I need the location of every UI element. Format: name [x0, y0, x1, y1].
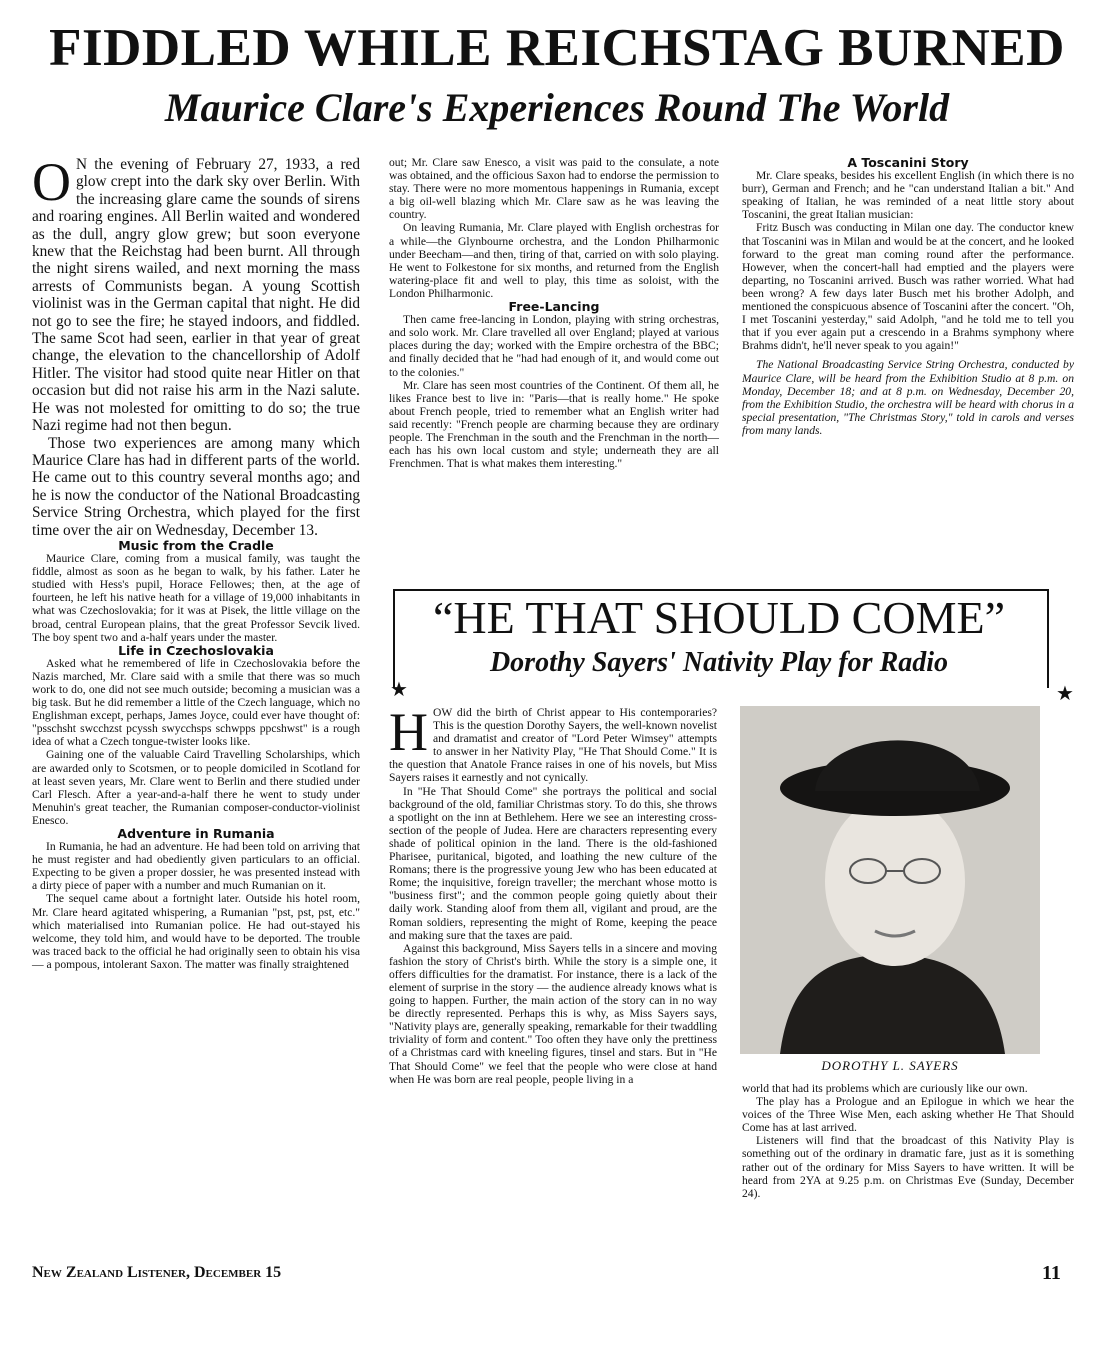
- photo-caption: DOROTHY L. SAYERS: [821, 1058, 959, 1073]
- drop-cap: O: [32, 152, 71, 212]
- column-2: [389, 156, 719, 470]
- paragraph: Fritz Busch was conducting in Milan one day. The conductor knew that Toscanini was in Milan and would be at the concert, and he looked forward to the great man coming round after the performance. However, when the concert-hall had emptied and the players were departing, no Toscanini arrived. Busch was rather worried. What had been wrong? A few days later Busch met his brother Adolph, and mentioned the conspicuous absence of Toscanini after the concert. "Oh, I met Toscanini yesterday," said Adolph, "and he told me to tell you that if you ever again put a crescendo in a Brahms symphony where Brahms didn't, he'll never speak to you again!": [742, 221, 1074, 353]
- broadcast-note: The National Broadcasting Service String Orchestra, conducted by Maurice Clare, will be heard from the Exhibition Studio at 8 p.m. on Monday, December 18; and at 8 p.m. on Wednesday, December 20, from the Exhibition Studio, the orchestra will be heard with chorus in a special presentation, "The Christmas Story," told in carols and verses from many lands.: [742, 358, 1074, 437]
- star-icon: ★: [1056, 683, 1074, 705]
- paragraph: In "He That Should Come" she portrays the political and social background of the old, familiar Christmas story. To do this, she throws a spotlight on the inn at Bethlehem. Here we see an interesting cross-section of the people of Judea. Here are characters representing every shade of political opinion in the land. There is the old-fashioned Pharisee, puritanical, bigoted, and loathing the new culture of the Romans; there is the progressive young Jew who has been educated at Rome; the inquisitive, foreign traveller; the merchant whose motto is "business first"; and the common people going quietly about their daily work. Standing aloof from them all, vigilant and proud, are the Roman soldiers, representing the might of Rome, keeping the peace and making sure that the taxes are paid.: [389, 784, 717, 942]
- paragraph: Mr. Clare speaks, besides his excellent English (in which there is no burr), German and French; and he "can understand Italian a bit." And speaking of Italian, he was reminded of a neat little story about Toscanini, the great Italian musician:: [742, 169, 1074, 222]
- drop-cap: H: [389, 702, 428, 762]
- nativity-title: “HE THAT SHOULD COME”: [433, 592, 1005, 643]
- paragraph: The play has a Prologue and an Epilogue in which we hear the voices of the Three Wise Men, each asking whether He That Should Come has at last arrived.: [742, 1095, 1074, 1135]
- intro-block: [32, 152, 360, 539]
- dorothy-sayers-photo: [740, 706, 1040, 1054]
- intro-paragraph: N the evening of February 27, 1933, a red glow crept into the dark sky over Berlin. With the increasing glare came the sounds of sirens and roaring engines. All Berlin waited and wondered as the dull, angry glow grew; but soon everyone knew that the Reichstag had been burnt. All through the night sirens wailed, and next morning the mass arrests of Communists began. A young Scottish violinist was in the German capital that night. He did not go to see the fire; he stayed indoors, and fiddled. The same Scot had seen, earlier in that year of great change, the elevation to the chancellorship of Adolf Hitler. The visitor had stood quite near Hitler on that occasion but did not raise his arm in the Nazi salute. He was not molested for omitting to do so; the true Nazi regime had not then begun.: [32, 156, 360, 435]
- paragraph: On leaving Rumania, Mr. Clare played with English orchestras for a while—the Glynbourne orchestra, and the London Philharmonic under Beecham—and then, tiring of that, carried on with solo playing. He went to Folkestone for six months, and returned from the English watering-place fit and well to play, this time as soloist, with the London Philharmonic.: [389, 221, 719, 300]
- section-heading: A Toscanini Story: [847, 155, 969, 170]
- paragraph: Against this background, Miss Sayers tells in a sincere and moving fashion the story of Christ's birth. While the story is a simple one, it offers difficulties for the dramatist. For instance, there is a lack of the element of surprise in the story — the audience already knows what is going to happen. Further, the main action of the story can in no way be directly represented. Perhaps this is why, as Miss Sayers says, "Nativity plays are, generally speaking, remarkable for their twaddling triviality of form and content." Too often they have only the prettiness of a Christmas card with kneeling figures, tinsel and stars. But in "He That Should Come" we feel that the people who were close at hand when He was born are real people, people living in a: [389, 941, 717, 1086]
- paragraph: Maurice Clare, coming from a musical family, was taught the fiddle, almost as soon as he began to walk, by his father. Later he studied with Hess's pupil, Horace Fellowes; then, at the age of fourteen, he left his native heath for a village of 19,000 inhabitants in what was Czechoslovakia; for it was at Pisek, the little village on the broad, central European plains, that the great Professor Sevcik lived. The boy spent two and a-half years under the master.: [32, 552, 360, 644]
- column-3: [742, 156, 1074, 437]
- headline: FIDDLED WHILE REICHSTAG BURNED: [49, 19, 1065, 77]
- paragraph: Mr. Clare has seen most countries of the Continent. Of them all, he likes France best to live in: "Paris—that is really home." He spoke about French people, tried to remember what an English writer had said recently: "French people are charming because they are ordinary people. The Frenchman in the south and the Frenchman in the north—each has his own local custom and style; underneath they are all Frenchmen. That is what makes them interesting.": [389, 378, 719, 471]
- paragraph: OW did the birth of Christ appear to His contemporaries? This is the question Dorothy Sayers, the well-known novelist and dramatist and creator of "Lord Peter Wimsey" attempts to answer in her Nativity Play, "He That Should Come." It is the question that Anatole France raises in one of his novels, but Miss Sayers raises it earnestly and not cynically.: [389, 706, 717, 785]
- section-heading: Free-Lancing: [508, 299, 600, 315]
- publication-footer: New Zealand Listener, December 15: [32, 1264, 282, 1281]
- paragraph: out; Mr. Clare saw Enesco, a visit was paid to the consulate, a note was obtained, and the officious Saxon had to endorse the permission to stay. There were no more momentous happenings in Rumania, except a big oil-well blazing which Mr. Clare saw as he was leaving the country.: [389, 156, 719, 222]
- paragraph: world that had its problems which are curiously like our own.: [742, 1082, 1028, 1095]
- paragraph: The sequel came about a fortnight later. Outside his hotel room, Mr. Clare heard agitated whispering, a Rumanian "pst, pst, pst, etc." which materialised into Rumanian police. He had out-stayed his welcome, they told him, and would have to be deported. The trouble was traced back to the official he had originally seen to obtain his visa — a pompous, intolerant Saxon. The matter was finally straightened: [32, 892, 360, 971]
- paragraph: Those two experiences are among many which Maurice Clare has had in different parts of the world. He came out to this country several months ago; and he is now the conductor of the National Broadcasting Service String Orchestra, which played for the first time over the air on Wednesday, December 13.: [32, 434, 360, 539]
- section-heading: Music from the Cradle: [118, 537, 274, 553]
- paragraph: Asked what he remembered of life in Czechoslovakia before the Nazis marched, Mr. Clare said with a smile that there was so much work to do, one did not see much outside; becoming a musician was a big task. But he did remember a little of the Czech language, which no Englishman except, perhaps, James Joyce, could ever have thought of: "psschsht swcchzst pcyssh swycchsps schwpps ppcshwst" is a rough idea of what a Czech tongue-twister looks like.: [32, 656, 360, 749]
- paragraph: Gaining one of the valuable Caird Travelling Scholarships, which are awarded only to Scotsmen, or to people domiciled in Scotland for at least seven years, Mr. Clare went to Berlin and there studied under Carl Flesch. After a year-and-a-half there he went to study under Menuhin's great teacher, the Rumanian composer-conductor-violinist Enesco.: [32, 748, 360, 827]
- section-heading: Life in Czechoslovakia: [118, 642, 274, 658]
- section-heading: Adventure in Rumania: [117, 826, 275, 841]
- portrait-illustration: [740, 706, 1040, 1054]
- nativity-subtitle: Dorothy Sayers' Nativity Play for Radio: [489, 647, 949, 678]
- star-icon: ★: [390, 679, 408, 701]
- subhead: Maurice Clare's Experiences Round The World: [164, 85, 950, 130]
- sayers-column-left: [389, 702, 717, 1086]
- paragraph: Listeners will find that the broadcast of this Nativity Play is something out of the ordinary in dramatic fare, just as it is something rather out of the ordinary for Miss Sayers to have written. It will be heard from 2YA at 9.25 p.m. on Christmas Eve (Sunday, December 24).: [742, 1134, 1074, 1200]
- page-number: 11: [1042, 1262, 1061, 1284]
- paragraph: In Rumania, he had an adventure. He had been told on arriving that he must register and had obediently given particulars to an official. Expecting to be given a proper dossier, he was presented instead with a dirty piece of paper with a number and much Rumanian on it.: [32, 840, 360, 893]
- column-1: [32, 152, 360, 971]
- paragraph: Then came free-lancing in London, playing with string orchestras, and solo work. Mr. Clare travelled all over England; played at various places during the day; worked with the Empire orchestra of the BBC; and finally decided that he "had had enough of it, and would come out to the colonies.": [389, 313, 719, 379]
- sayers-column-right: [742, 1082, 1074, 1200]
